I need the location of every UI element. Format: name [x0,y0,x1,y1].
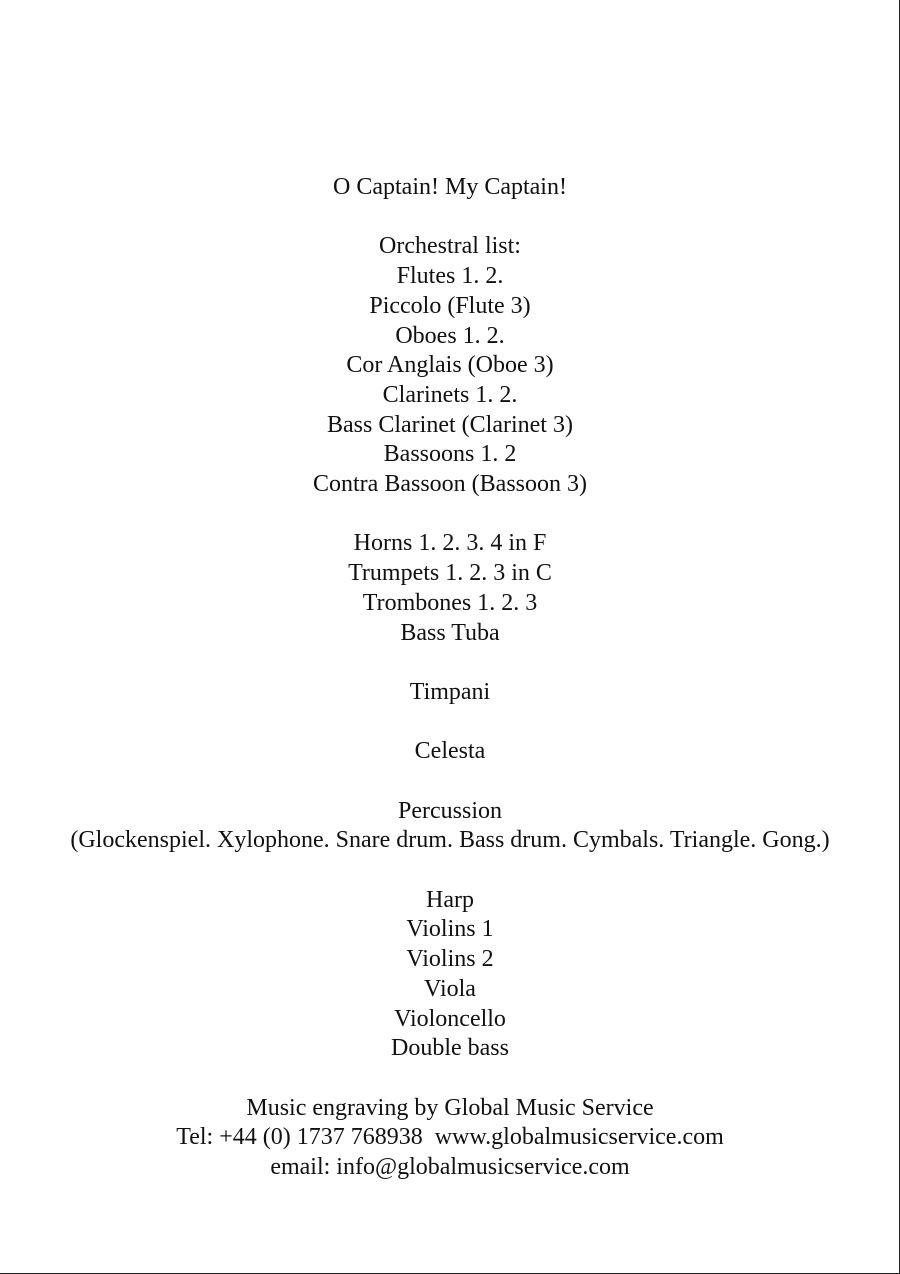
engraving-credit: Music engraving by Global Music Service [246,1094,654,1121]
instrument-horns: Horns 1. 2. 3. 4 in F [353,530,547,557]
instrument-trombones: Trombones 1. 2. 3 [362,589,538,616]
instrument-contra-bassoon: Contra Bassoon (Bassoon 3) [313,471,587,498]
spacer [0,1064,900,1094]
instrument-cor-anglais: Cor Anglais (Oboe 3) [346,352,554,379]
instrument-piccolo: Piccolo (Flute 3) [369,292,531,319]
spacer [0,767,900,797]
spacer [0,500,900,530]
spacer [0,708,900,738]
instrument-violins-1: Violins 1 [406,916,494,943]
instrument-trumpets: Trumpets 1. 2. 3 in C [348,560,552,587]
orchestral-list-heading: Orchestral list: [379,233,521,260]
instrument-clarinets: Clarinets 1. 2. [382,381,518,408]
spacer [0,648,900,678]
instrument-bassoons: Bassoons 1. 2 [383,441,517,468]
percussion-detail: (Glockenspiel. Xylophone. Snare drum. Bass drum. Cymbals. Triangle. Gong.) [70,827,830,854]
contact-line: Tel: +44 (0) 1737 768938 www.globalmusicservice.com [176,1124,724,1151]
instrument-bass-clarinet: Bass Clarinet (Clarinet 3) [327,411,573,438]
instrument-harp: Harp [426,886,474,913]
instrument-timpani: Timpani [409,678,491,705]
instrument-viola: Viola [424,975,476,1002]
spacer [0,856,900,886]
instrument-flutes: Flutes 1. 2. [396,263,504,290]
spacer [0,203,900,233]
instrument-double-bass: Double bass [391,1035,509,1062]
instrument-bass-tuba: Bass Tuba [400,619,500,646]
email-line: email: info@globalmusicservice.com [270,1154,630,1181]
orchestral-list-page [0,173,900,1183]
piece-title: O Captain! My Captain! [333,174,567,200]
percussion-label: Percussion [398,797,502,824]
instrument-violins-2: Violins 2 [406,946,494,973]
instrument-celesta: Celesta [414,738,486,765]
instrument-oboes: Oboes 1. 2. [395,322,505,349]
instrument-violoncello: Violoncello [394,1005,506,1032]
